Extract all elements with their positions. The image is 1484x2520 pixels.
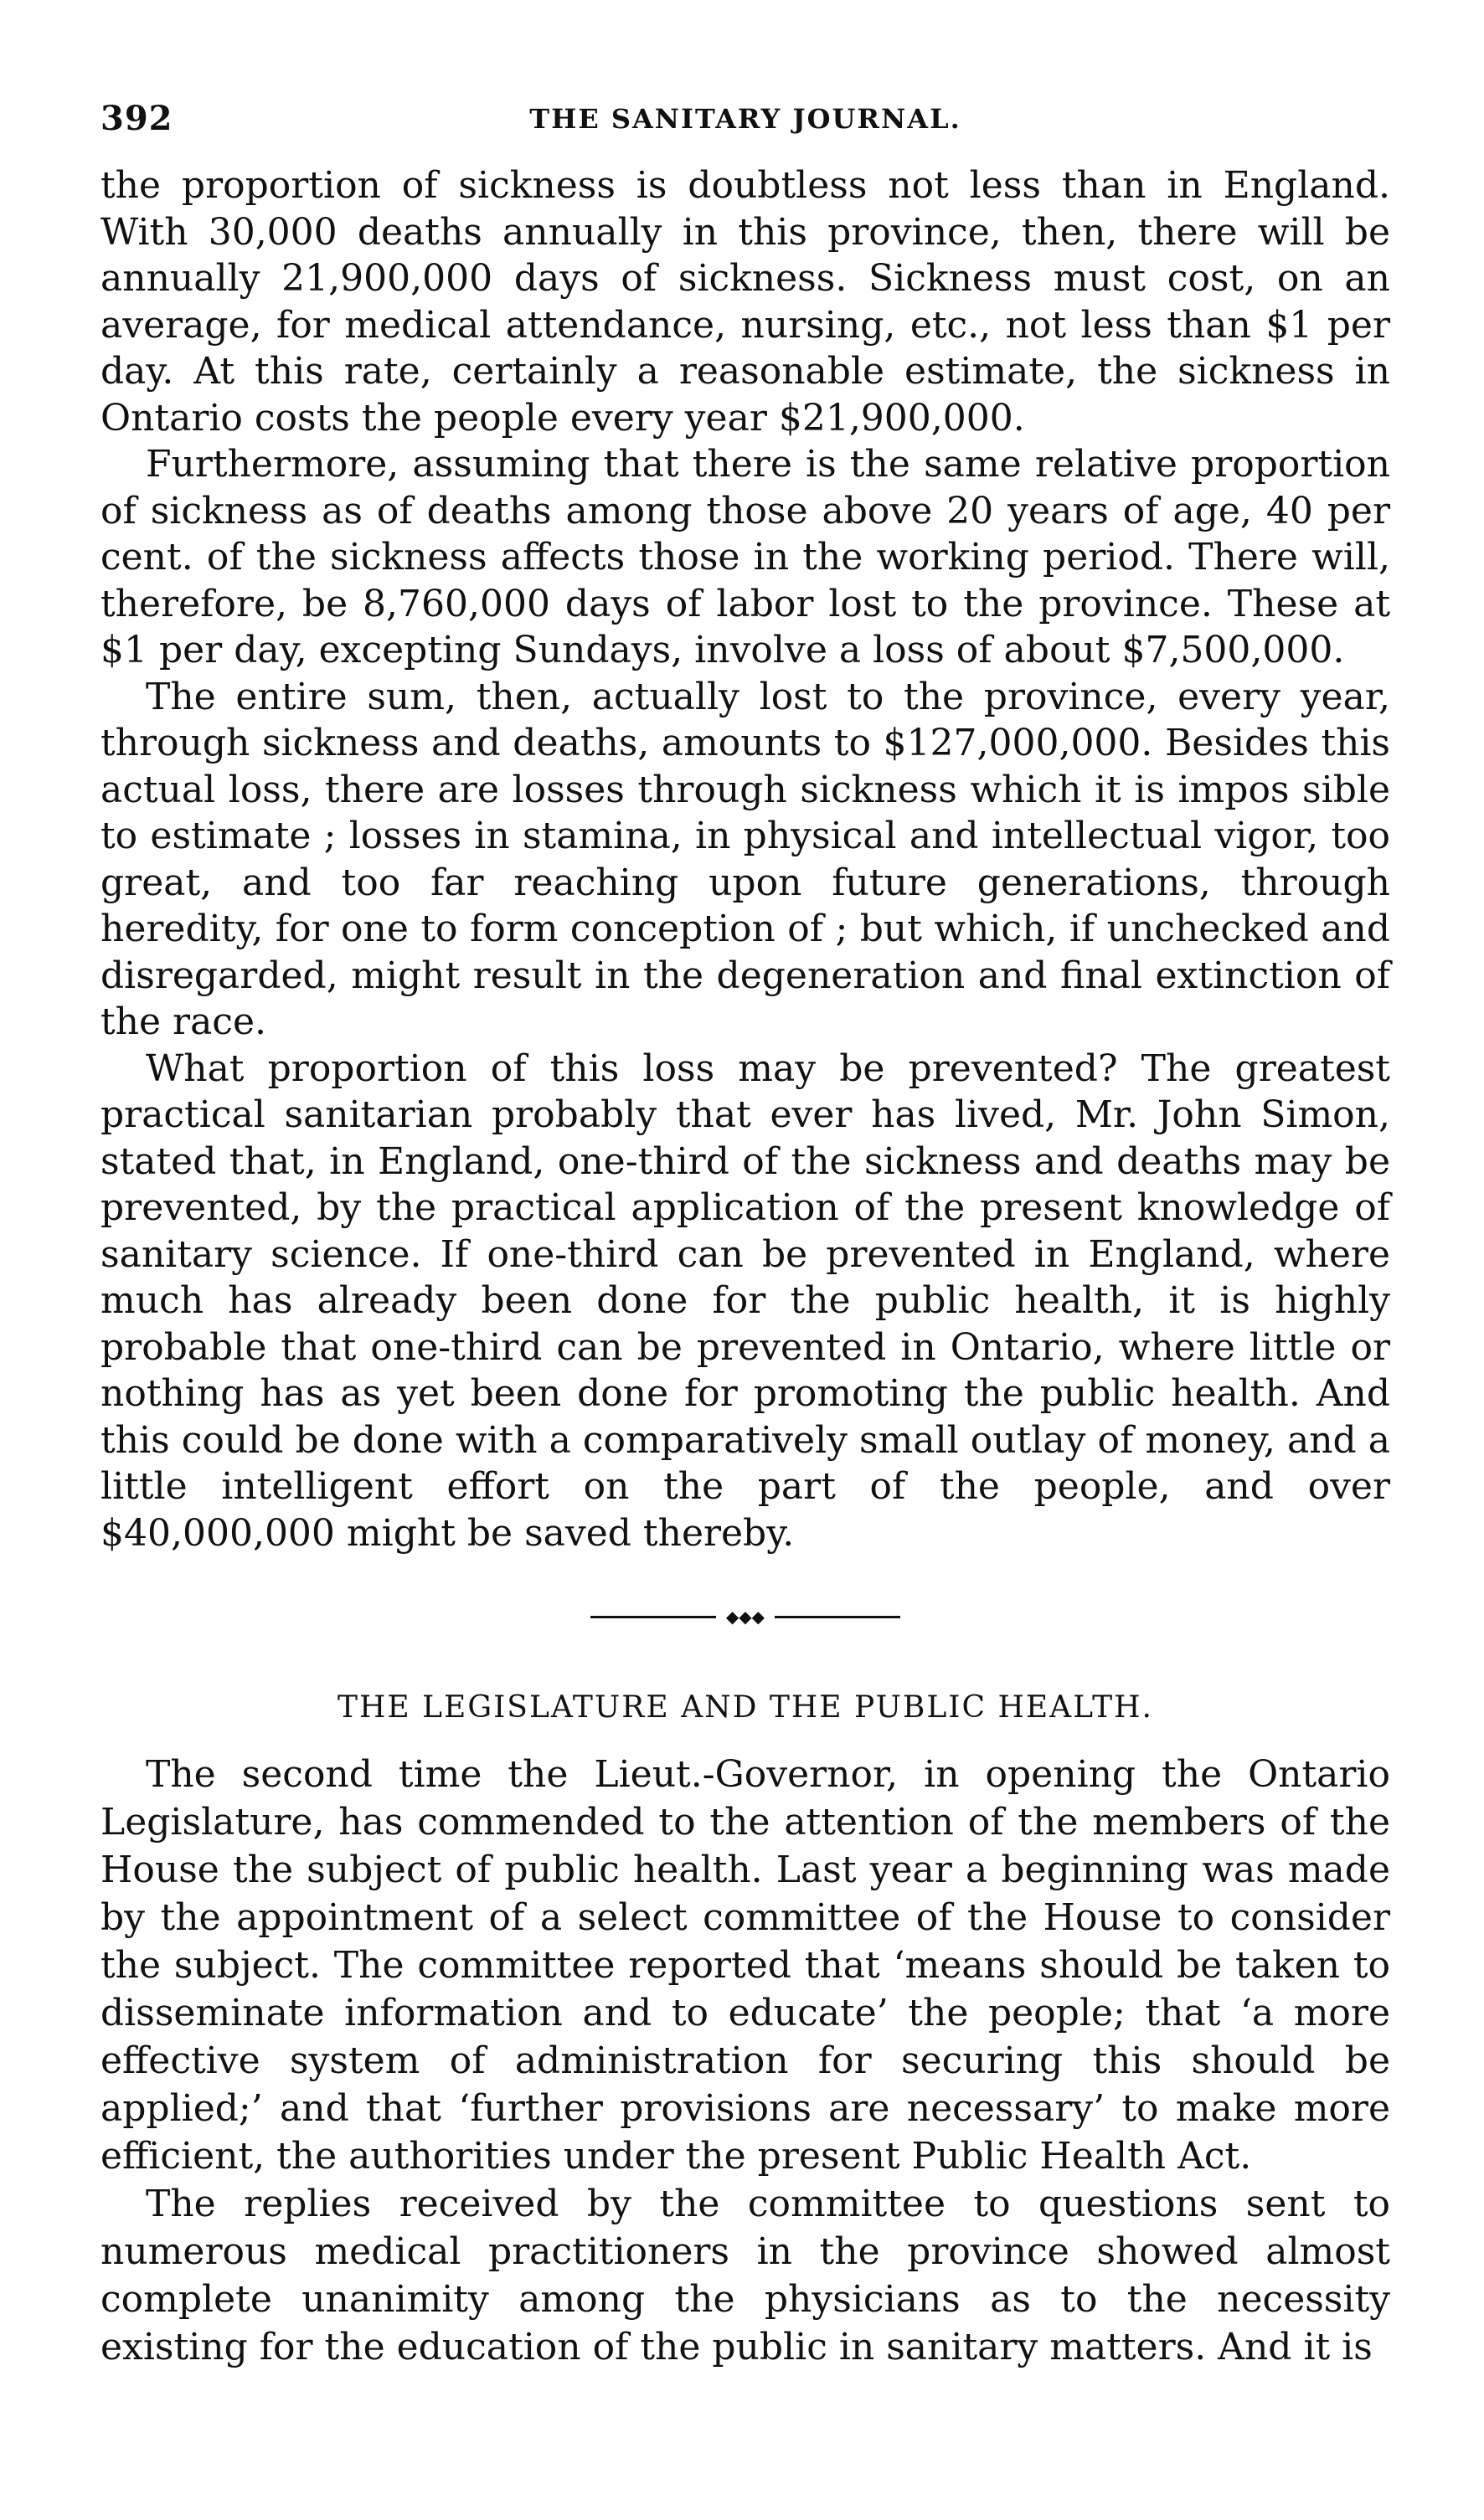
- body-paragraph: Furthermore, assuming that there is the same relative proportion of sickness as of deaths among those above 20 years of age, 40 per cent. of the sickness affects those in the working period. There will, therefore, be 8,760,000 days of labor lost to the province. These at $1 per day, excepting Sundays, involve a loss of about $7,500,000.: [100, 443, 1390, 671]
- body-paragraph: The entire sum, then, actually lost to the province, every year, through sickness and deaths, amounts to $127,000,000. Besides this actual loss, there are losses through sickness which it is impos sible to estimate ; losses in stamina, in physical and intellectual vigor, too great, and too far reaching upon future generations, through heredity, for one to form conception of ; but which, if unchecked and disregarded, might result in the degeneration and final extinction of the race.: [100, 675, 1390, 1043]
- body-paragraph: the proportion of sickness is doubtless not less than in England. With 30,000 deaths annually in this province, then, there will be annually 21,900,000 days of sickness. Sickness must cost, on an average, for medical attendance, nursing, etc., not less than $1 per day. At this rate, certainly a reasonable estimate, the sickness in Ontario costs the people every year $21,900,000.: [100, 164, 1390, 440]
- body-paragraph: The replies received by the committee to questions sent to numerous medical practitioners in the province showed almost complete unanimity among the physicians as to the necessity existing for the education of the public in sanitary matters. And it is: [100, 2183, 1390, 2368]
- page-header: [100, 94, 1390, 144]
- article-continuation: [100, 162, 1390, 1556]
- section-heading: THE LEGISLATURE AND THE PUBLIC HEALTH.: [338, 1690, 1153, 1725]
- body-paragraph: What proportion of this loss may be prevented? The greatest practical sanitarian probably that ever has lived, Mr. John Simon, stated that, in England, one-third of the sickness and deaths may be prevented, by the practical application of the present knowledge of sanitary science. If one-third can be prevented in England, where much has already been done for the public health, it is highly probable that one-third can be prevented in Ontario, where little or nothing has as yet been done for promoting the public health. And this could be done with a comparatively small outlay of money, and a little intelligent effort on the part of the people, and over $40,000,000 might be saved thereby.: [100, 1047, 1390, 1555]
- divider-rule-left: [590, 1616, 716, 1618]
- divider-ornament: ◆◆◆: [725, 1607, 765, 1627]
- running-title: THE SANITARY JOURNAL.: [529, 103, 961, 135]
- divider-rule-right: [775, 1616, 900, 1618]
- section-divider: [100, 1592, 1390, 1642]
- article-legislature: [100, 1687, 1390, 2371]
- body-paragraph: The second time the Lieut.-Governor, in opening the Ontario Legislature, has commended to the attention of the members of the House the subject of public health. Last year a beginning was made by the appointment of a select committee of the House to consider the subject. The committee reported that ‘means should be taken to disseminate information and to educate’ the people; that ‘a more effective system of administration for securing this should be applied;’ and that ‘further provisions are necessary’ to make more efficient, the authorities under the present Public Health Act.: [100, 1753, 1390, 2178]
- page-number: 392: [100, 99, 173, 138]
- journal-page: [100, 94, 1390, 2371]
